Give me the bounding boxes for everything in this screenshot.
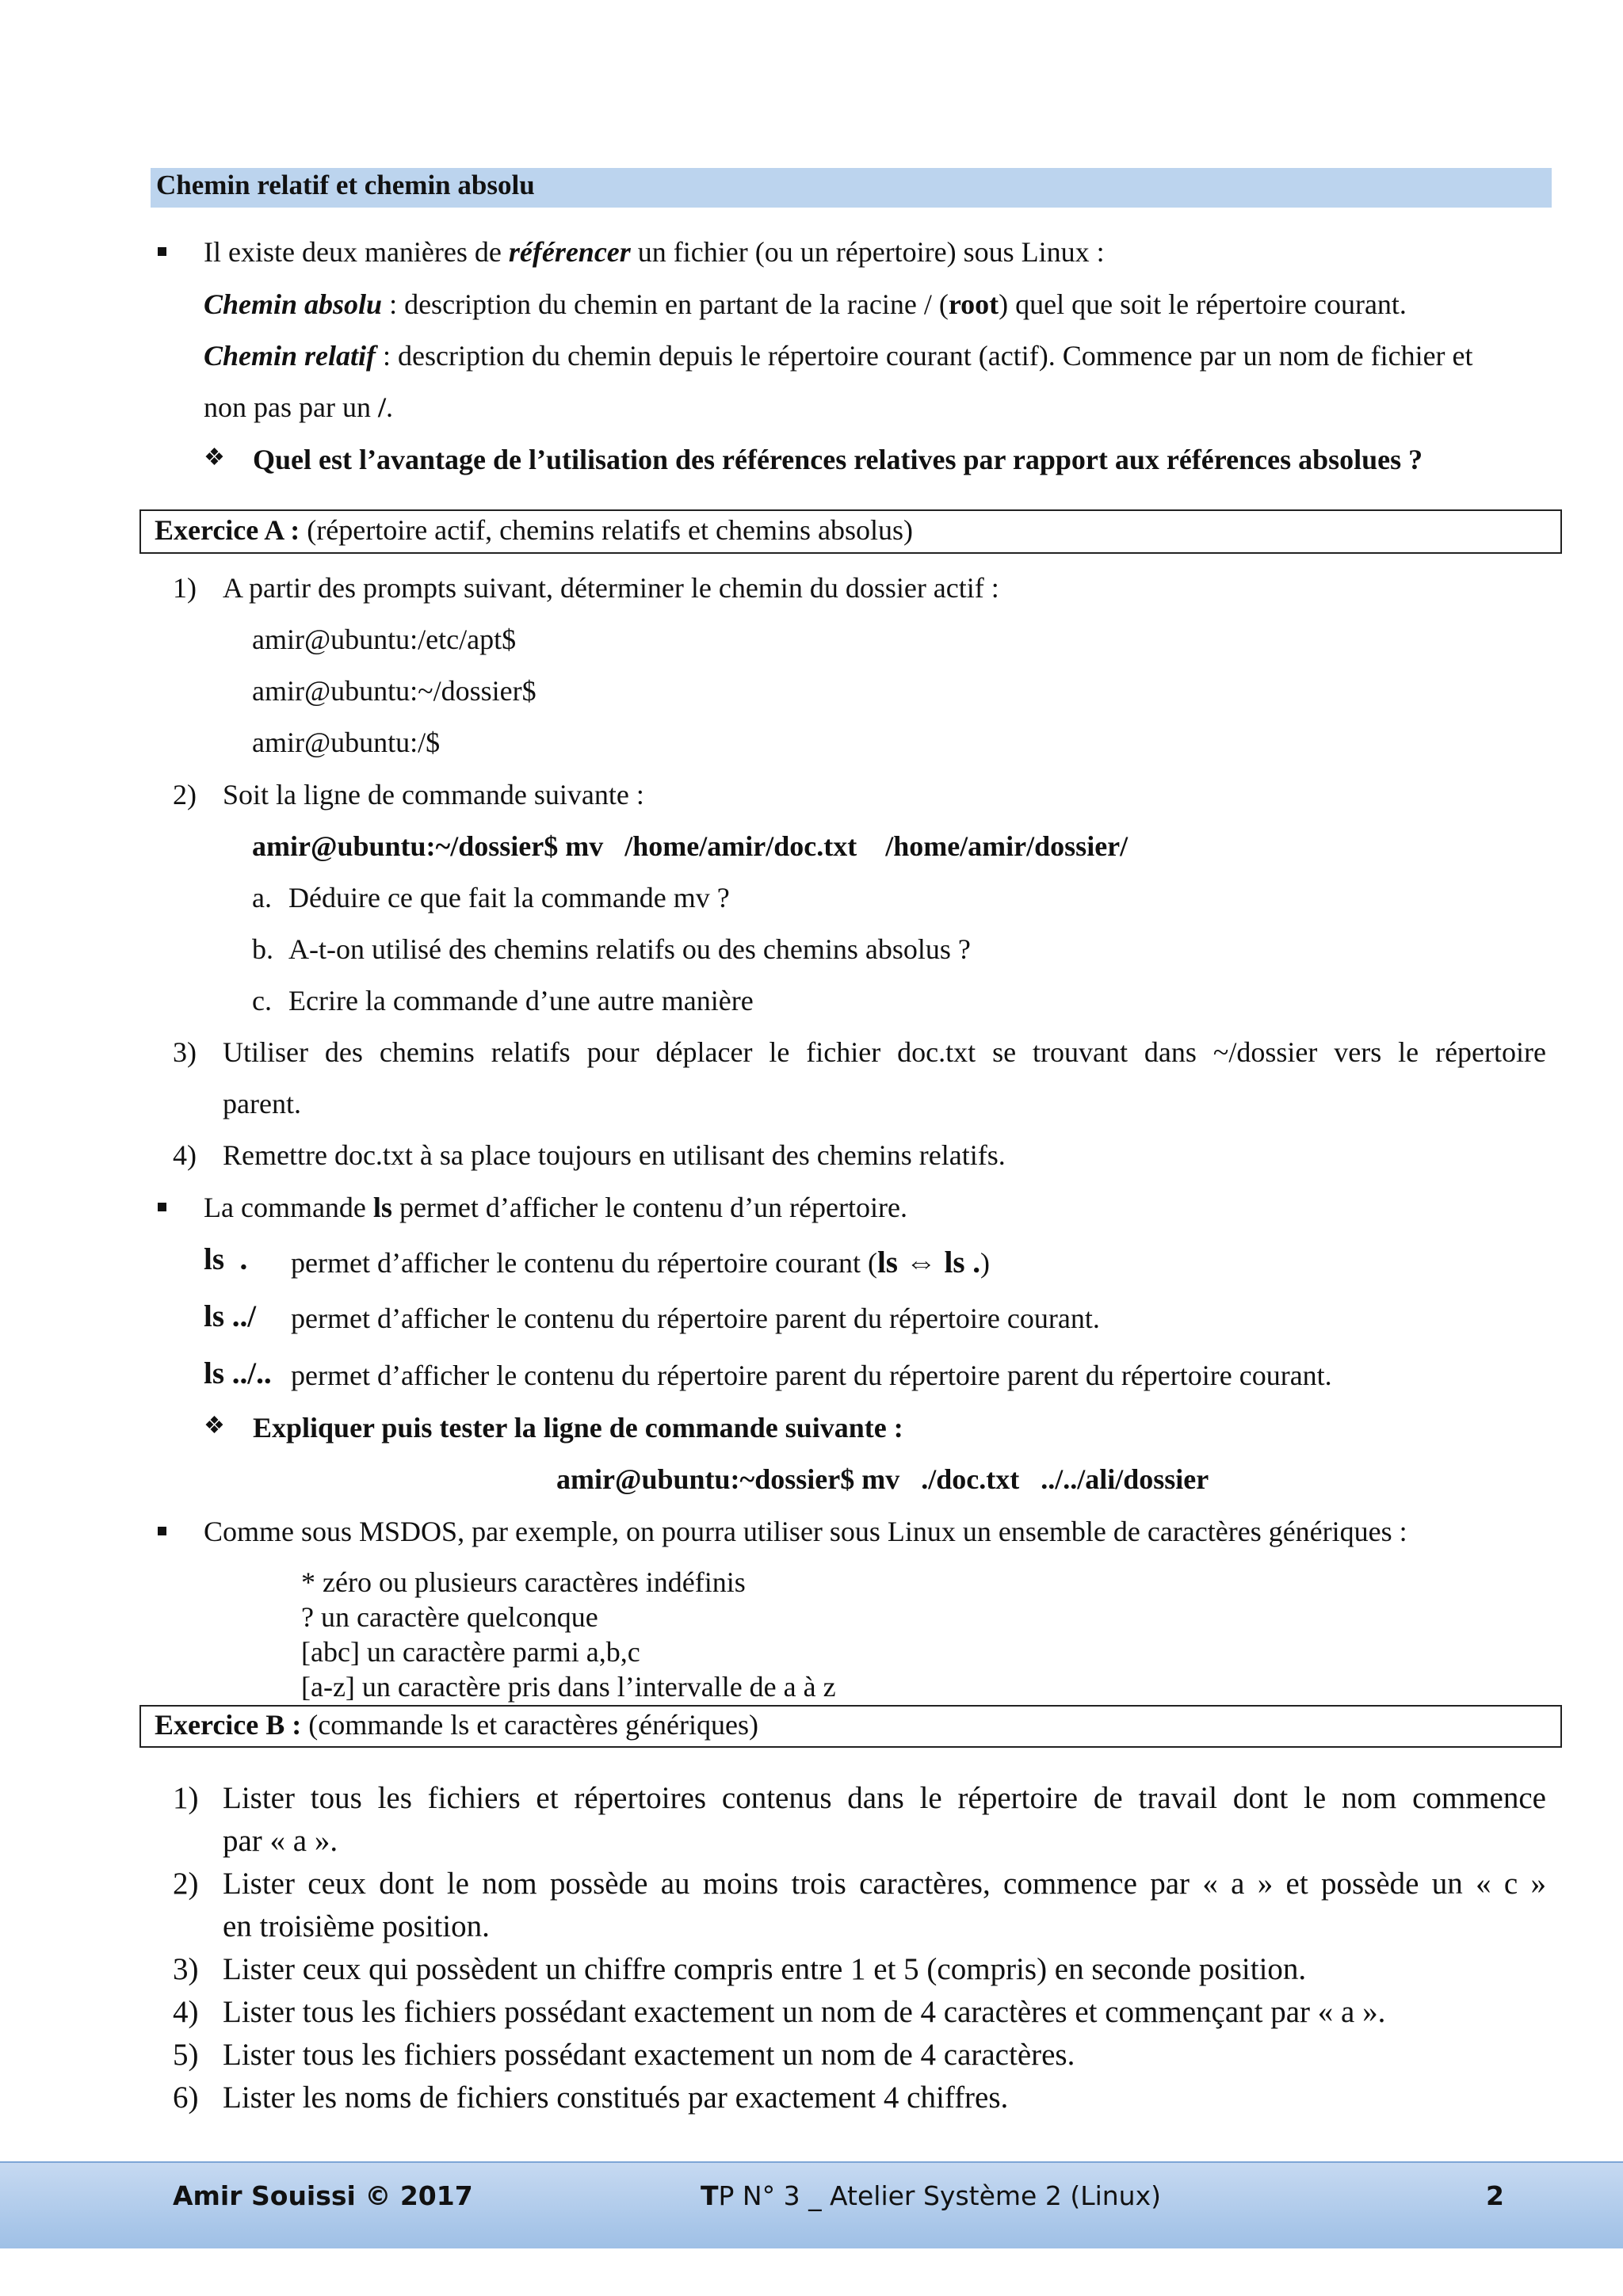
wildcards-intro: Comme sous MSDOS, par exemple, on pourra utiliser sous Linux un ensemble de caractères génériques : xyxy=(204,1516,1407,1547)
exercise-b-header: Exercice B : (commande ls et caractères génériques) xyxy=(155,1709,758,1741)
footer-author: Amir Souissi © 2017 xyxy=(173,2180,473,2211)
exercise-a-q2: Soit la ligne de commande suivante : xyxy=(223,779,644,810)
mv-test-command: amir@ubuntu:~dossier$ mv ./doc.txt ../../ali/dossier xyxy=(556,1463,1209,1495)
sub-question-letter: c. xyxy=(252,985,272,1016)
ls-description: permet d’afficher le contenu du répertoire parent du répertoire courant. xyxy=(291,1302,1100,1334)
exercise-a-q4: Remettre doc.txt à sa place toujours en utilisant des chemins relatifs. xyxy=(223,1139,1006,1171)
exercise-b-item-number: 5) xyxy=(173,2038,199,2072)
bullet-square-icon xyxy=(158,1203,166,1211)
exercise-b-item: Lister les noms de fichiers constitués par exactement 4 chiffres. xyxy=(223,2081,1009,2115)
exercise-a-q2-number: 2) xyxy=(173,779,197,810)
exercise-a-q1-number: 1) xyxy=(173,572,197,604)
exercise-b-item-number: 3) xyxy=(173,1952,199,1986)
bullet-square-icon xyxy=(158,247,166,256)
ls-description: permet d’afficher le contenu du répertoire courant (ls ⇔ ls .) xyxy=(291,1245,990,1280)
ls-description: permet d’afficher le contenu du répertoire parent du répertoire parent du répertoire courant. xyxy=(291,1360,1332,1391)
footer-page-number: 2 xyxy=(1486,2180,1504,2211)
ls-command: ls ../ xyxy=(204,1299,257,1333)
sub-question-letter: b. xyxy=(252,933,273,965)
prompt-example: amir@ubuntu:/etc/apt$ xyxy=(252,624,517,655)
ls-question: Expliquer puis tester la ligne de commande suivante : xyxy=(253,1412,903,1444)
relative-path-definition-cont: non pas par un /. xyxy=(204,391,393,423)
exercise-b-item-number: 2) xyxy=(173,1867,199,1901)
sub-question: A-t-on utilisé des chemins relatifs ou des chemins absolus ? xyxy=(288,933,971,965)
prompt-example: amir@ubuntu:~/dossier$ xyxy=(252,675,537,707)
ls-command: ls . xyxy=(204,1242,248,1276)
exercise-b-item: Lister tous les fichiers possédant exactement un nom de 4 caractères et commençant par « a ». xyxy=(223,1995,1386,2029)
sub-question: Ecrire la commande d’une autre manière xyxy=(288,985,754,1016)
ls-command: ls ../.. xyxy=(204,1356,272,1390)
exercise-b-item-cont: par « a ». xyxy=(223,1824,338,1858)
diamond-bullet-icon: ❖ xyxy=(204,1413,225,1439)
bullet-square-icon xyxy=(158,1527,166,1535)
absolute-path-definition: Chemin absolu : description du chemin en partant de la racine / (root) quel que soit le répertoire courant. xyxy=(204,288,1407,320)
section-title: Chemin relatif et chemin absolu xyxy=(156,170,535,200)
wildcard-item: * zéro ou plusieurs caractères indéfinis xyxy=(301,1566,746,1598)
footer-title: TP N° 3 _ Atelier Système 2 (Linux) xyxy=(701,2180,1161,2211)
exercise-a-q3-number: 3) xyxy=(173,1036,197,1068)
exercise-a-q3-cont: parent. xyxy=(223,1088,301,1119)
exercise-b-item: Lister tous les fichiers possédant exactement un nom de 4 caractères. xyxy=(223,2038,1075,2072)
exercise-b-item: Lister ceux qui possèdent un chiffre compris entre 1 et 5 (compris) en seconde position. xyxy=(223,1952,1307,1986)
diamond-bullet-icon: ❖ xyxy=(204,444,225,471)
exercise-b-item-number: 6) xyxy=(173,2081,199,2115)
sub-question-letter: a. xyxy=(252,882,272,913)
exercise-b-item-cont: en troisième position. xyxy=(223,1909,490,1943)
exercise-b-item: Lister tous les fichiers et répertoires contenus dans le répertoire de travail dont le nom commence xyxy=(223,1781,1546,1815)
wildcard-item: ? un caractère quelconque xyxy=(301,1601,598,1633)
exercise-b-item-number: 4) xyxy=(173,1995,199,2029)
mv-command-line: amir@ubuntu:~/dossier$ mv /home/amir/doc.txt /home/amir/dossier/ xyxy=(252,830,1128,862)
exercise-b-item: Lister ceux dont le nom possède au moins trois caractères, commence par « a » et possède un « c » xyxy=(223,1867,1546,1901)
wildcard-item: [a-z] un caractère pris dans l’intervalle de a à z xyxy=(301,1671,836,1703)
wildcard-item: [abc] un caractère parmi a,b,c xyxy=(301,1636,640,1668)
exercise-a-q4-number: 4) xyxy=(173,1139,197,1171)
sub-question: Déduire ce que fait la commande mv ? xyxy=(288,882,730,913)
intro-question: Quel est l’avantage de l’utilisation des références relatives par rapport aux références absolues ? xyxy=(253,444,1423,475)
exercise-b-item-number: 1) xyxy=(173,1781,199,1815)
prompt-example: amir@ubuntu:/$ xyxy=(252,727,441,758)
exercise-a-q3: Utiliser des chemins relatifs pour déplacer le fichier doc.txt se trouvant dans ~/dossier vers le répertoire xyxy=(223,1036,1546,1068)
intro-line-1: Il existe deux manières de référencer un fichier (ou un répertoire) sous Linux : xyxy=(204,236,1105,268)
exercise-a-q1: A partir des prompts suivant, déterminer le chemin du dossier actif : xyxy=(223,572,999,604)
exercise-a-header: Exercice A : (répertoire actif, chemins relatifs et chemins absolus) xyxy=(155,514,913,546)
relative-path-definition: Chemin relatif : description du chemin depuis le répertoire courant (actif). Commence par un nom de fichier et xyxy=(204,340,1473,372)
ls-intro: La commande ls permet d’afficher le contenu d’un répertoire. xyxy=(204,1192,907,1223)
